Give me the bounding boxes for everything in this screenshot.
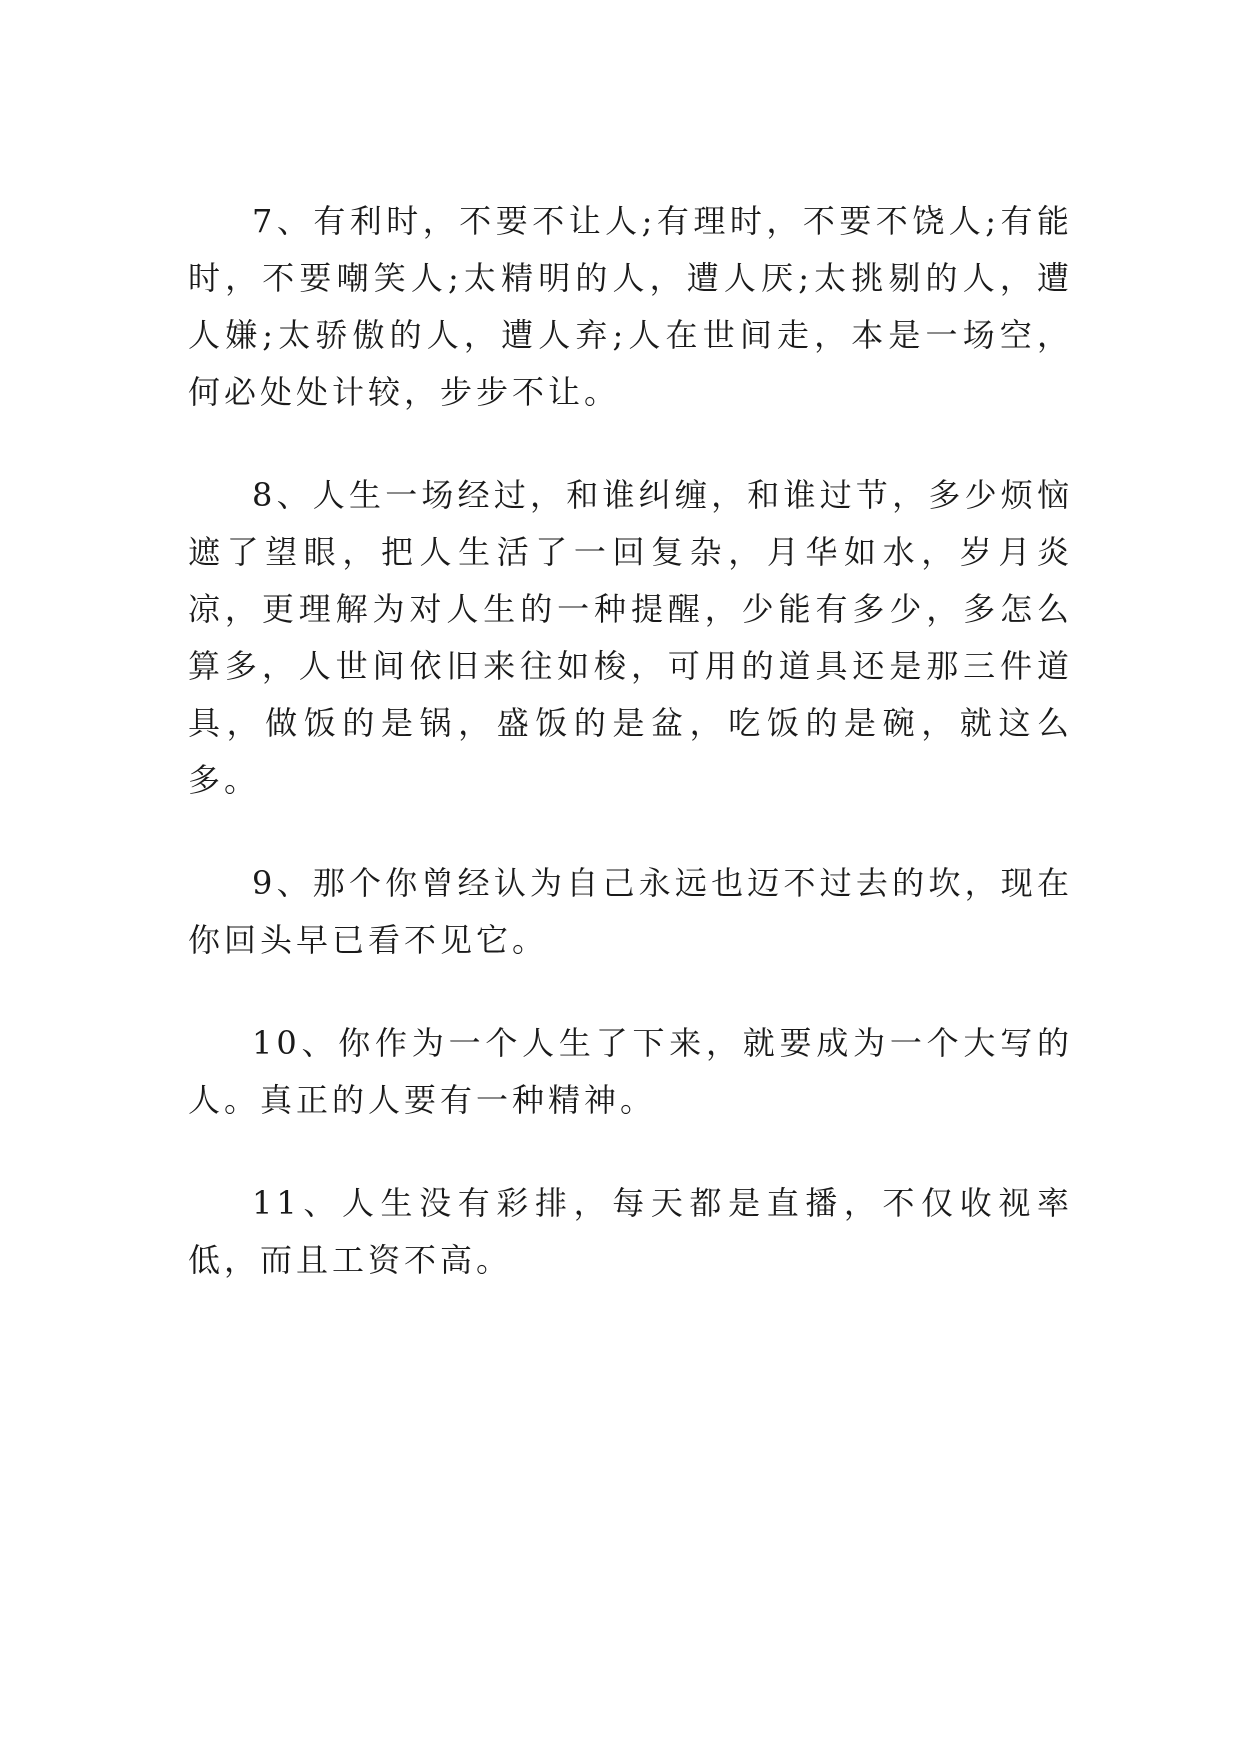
paragraph-9: 9、那个你曾经认为自己永远也迈不过去的坎，现在你回头早已看不见它。 (188, 864, 1073, 959)
document-body (188, 193, 1073, 1335)
paragraph-11: 11、人生没有彩排，每天都是直播，不仅收视率低，而且工资不高。 (188, 1184, 1073, 1279)
paragraph-10: 10、你作为一个人生了下来，就要成为一个大写的人。真正的人要有一种精神。 (188, 1024, 1073, 1119)
paragraph-8: 8、人生一场经过，和谁纠缠，和谁过节，多少烦恼遮了望眼，把人生活了一回复杂，月华如水，岁月炎凉，更理解为对人生的一种提醒，少能有多少，多怎么算多，人世间依旧来往如梭，可用的道具还是那三件道具，做饭的是锅，盛饭的是盆，吃饭的是碗，就这么多。 (188, 476, 1073, 799)
paragraph-7: 7、有利时，不要不让人;有理时，不要不饶人;有能时，不要嘲笑人;太精明的人，遭人厌;太挑剔的人，遭人嫌;太骄傲的人，遭人弃;人在世间走，本是一场空，何必处处计较，步步不让。 (188, 202, 1073, 411)
